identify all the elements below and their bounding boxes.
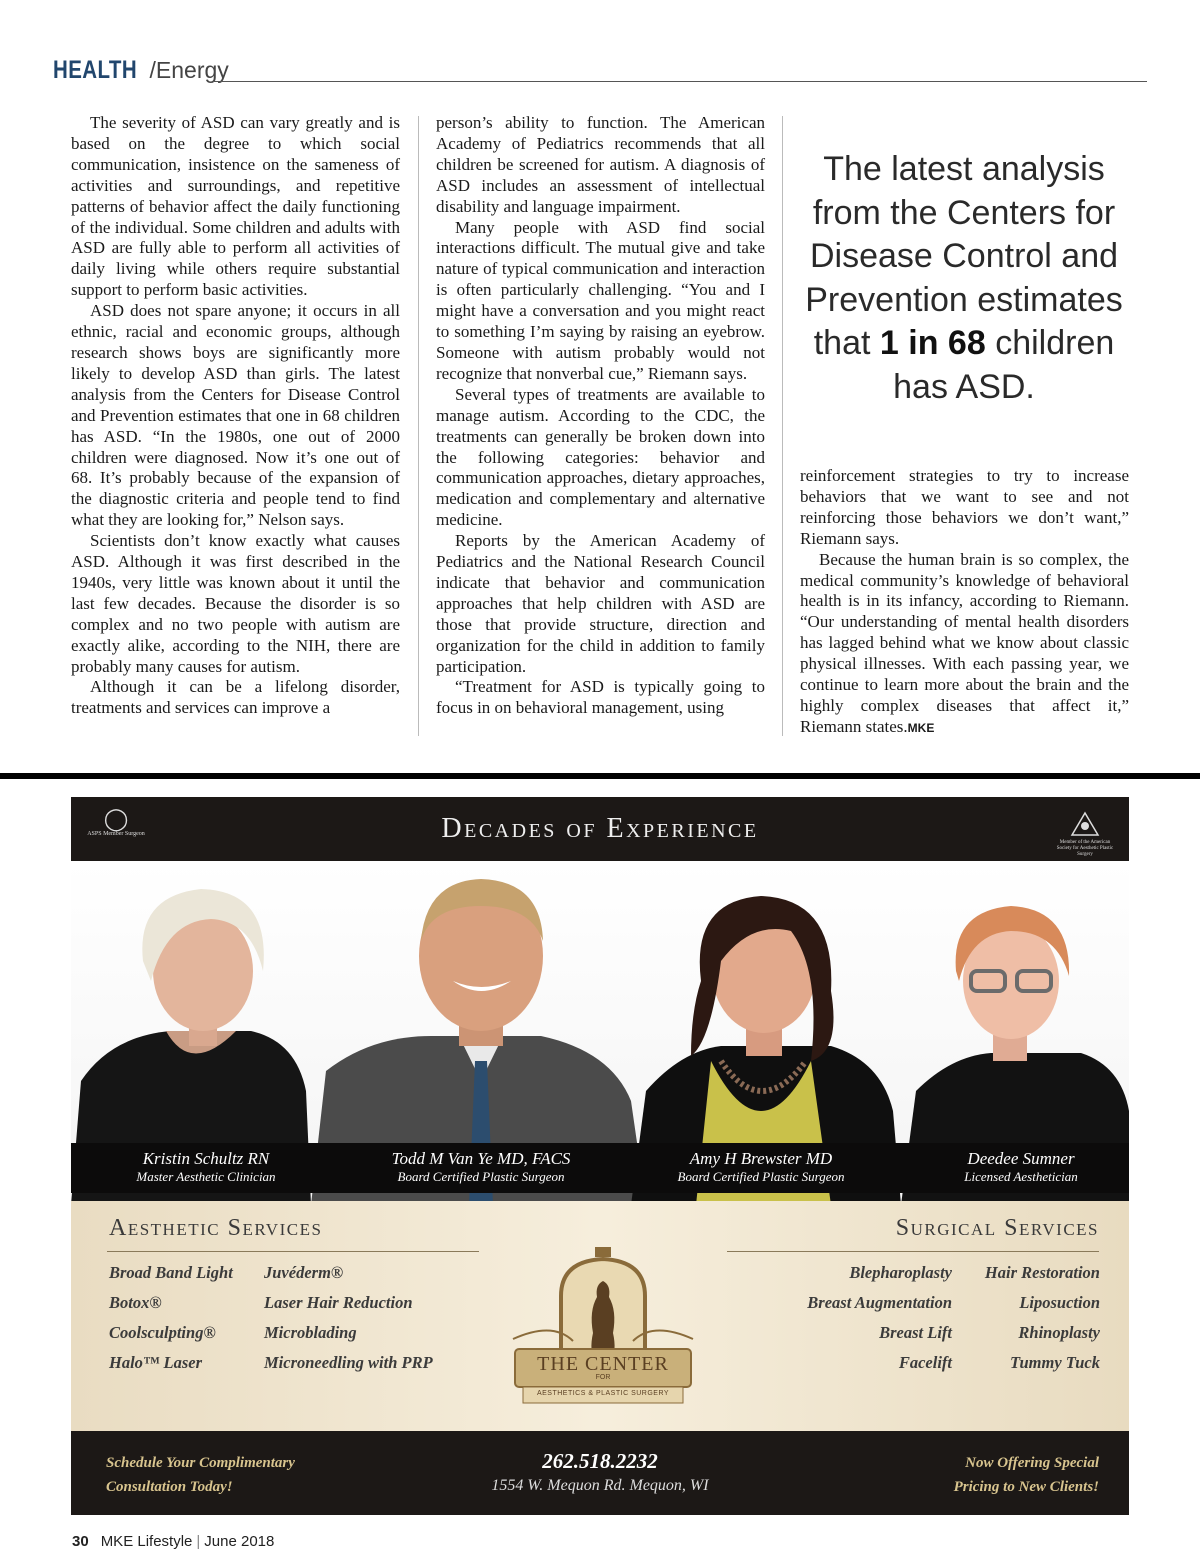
section-health-label: HEALTH	[53, 56, 138, 84]
service-item: Broad Band Light	[109, 1263, 233, 1282]
aesthetic-services-list-2	[264, 1258, 433, 1378]
society-badge	[1055, 811, 1115, 858]
staff-card	[361, 1149, 601, 1185]
society-logo-icon	[1070, 811, 1100, 837]
pull-quote-highlight: 1 in 68	[879, 324, 986, 362]
paragraph	[800, 550, 1129, 739]
service-item: Hair Restoration	[984, 1263, 1100, 1282]
paragraph: ASD does not spare anyone; it occurs in all ethnic, racial and economic groups, although research shows boys are significantly more likely to develop ASD than girls. The latest analysis from the Centers for Disease Control and Prevention estimates that one in 68 children has ASD. “In the 1980s, one out of 2000 children were diagnosed. Now it’s one out of 68. It’s probably because of the expansion of the diagnostic criteria and people tend to find what they are looking for,” Nelson says.	[71, 301, 400, 530]
staff-name: Amy H Brewster MD	[689, 1149, 833, 1168]
pull-quote-text-end: children has ASD.	[893, 324, 1115, 406]
paragraph: Several types of treatments are available to manage autism. According to the CDC, the treatments can generally be broken down into the following categories: behavior and communication approaches, dietary approaches, medication and complementary and alternative medicine.	[436, 384, 765, 530]
page-footer	[72, 1533, 274, 1550]
surgical-services-list-2	[985, 1258, 1100, 1378]
magazine-name: MKE Lifestyle	[100, 1533, 193, 1550]
center-logo-for: FOR	[595, 1374, 611, 1381]
staff-card	[91, 1149, 321, 1185]
asps-label: ASPS Member Surgeon	[87, 831, 145, 837]
ad-divider-bar	[0, 773, 1200, 779]
offer-line: Pricing to New Clients!	[953, 1479, 1099, 1495]
asps-logo-icon: ◯	[103, 806, 129, 831]
service-item: Halo™ Laser	[109, 1353, 203, 1372]
section-energy-label: /Energy	[149, 57, 229, 83]
service-item: Microblading	[264, 1323, 357, 1342]
staff-name-bar	[71, 1143, 1129, 1193]
society-label: Member of the American Society for Aesthetic Plastic Surgery	[1056, 840, 1114, 857]
paragraph: person’s ability to function. The American Academy of Pediatrics recommends that all children be screened for autism. A diagnosis of ASD includes an assessment of intellectual disability and language impairment.	[436, 113, 765, 216]
center-logo-name: THE CENTER	[537, 1353, 669, 1375]
ad-footer	[71, 1437, 1129, 1515]
services-panel	[71, 1201, 1129, 1431]
offer-line: Now Offering Special	[965, 1455, 1099, 1471]
aesthetic-services-heading: Aesthetic Services	[109, 1215, 323, 1241]
paragraph: Although it can be a lifelong disorder, treatments and services can improve a	[71, 677, 400, 718]
paragraph: Scientists don’t know exactly what causes ASD. Although it was first described in the 1940s, very little was known about it until the last few decades. Because the disorder is so complex and no two people with autism are exactly alike, according to the NIH, there are probably many causes for autism.	[71, 531, 400, 676]
surgical-services-list-1	[807, 1258, 952, 1378]
service-item: Facelift	[898, 1353, 952, 1372]
staff-role: Master Aesthetic Clinician	[136, 1169, 276, 1184]
article-column-3	[800, 466, 1129, 739]
pull-quote-text: The latest analysis from the Centers for Disease Control and Prevention estimates that	[805, 150, 1123, 362]
heading-rule	[107, 1251, 479, 1252]
pricing-offer	[954, 1451, 1099, 1499]
paragraph: “Treatment for ASD is typically going to focus in on behavioral management, using	[436, 677, 765, 718]
section-title	[53, 56, 229, 85]
center-logo	[503, 1241, 703, 1411]
staff-role: Licensed Aesthetician	[964, 1169, 1078, 1184]
service-item: Breast Augmentation	[807, 1293, 952, 1312]
center-logo-emblem	[503, 1241, 703, 1411]
service-item: Coolsculpting®	[109, 1323, 216, 1342]
staff-role: Board Certified Plastic Surgeon	[397, 1169, 565, 1184]
staff-name: Todd M Van Ye MD, FACS	[391, 1149, 571, 1168]
staff-name: Deedee Sumner	[967, 1149, 1075, 1168]
center-logo-tagline: AESTHETICS & PLASTIC SURGERY	[536, 1390, 670, 1397]
staff-card	[646, 1149, 876, 1185]
staff-role: Board Certified Plastic Surgeon	[677, 1169, 845, 1184]
staff-name: Kristin Schultz RN	[142, 1149, 270, 1168]
end-mark: MKE	[907, 720, 935, 735]
column-divider	[418, 116, 419, 736]
ad-title: Decades of Experience	[441, 813, 759, 844]
column-divider	[782, 116, 783, 736]
aesthetic-services-list-1	[109, 1258, 233, 1378]
service-item: Botox®	[109, 1293, 162, 1312]
cta-line: Consultation Today!	[106, 1479, 233, 1495]
staff-card	[921, 1149, 1121, 1185]
service-item: Blepharoplasty	[849, 1263, 952, 1282]
heading-rule	[727, 1251, 1099, 1252]
service-item: Rhinoplasty	[1018, 1323, 1100, 1342]
pull-quote	[796, 148, 1132, 409]
paragraph: reinforcement strategies to try to increase behaviors that we want to see and not reinforcing those behaviors we don’t want,” Riemann says.	[800, 466, 1129, 548]
phone-number[interactable]: 262.518.2232	[542, 1449, 658, 1473]
advertisement	[71, 797, 1129, 1515]
service-item: Juvéderm®	[264, 1263, 344, 1282]
address: 1554 W. Mequon Rd. Mequon, WI	[491, 1477, 709, 1494]
paragraph: The severity of ASD can vary greatly and is based on the degree to which social communication, insistence on the sameness of activities and surroundings, and repetitive patterns of behavior affect the daily functioning of the individual. Some children and adults with ASD are fully able to perform all activities of daily living while others require substantial support to perform basic activities.	[71, 113, 400, 300]
article-column-1	[71, 113, 400, 719]
article-column-2	[436, 113, 765, 719]
service-item: Laser Hair Reduction	[264, 1293, 413, 1312]
ad-header	[71, 797, 1129, 861]
service-item: Breast Lift	[879, 1323, 952, 1342]
service-item: Tummy Tuck	[1010, 1353, 1100, 1372]
section-header	[53, 56, 1147, 86]
issue-date: June 2018	[204, 1533, 275, 1550]
service-item: Microneedling with PRP	[264, 1353, 433, 1372]
footer-separator: |	[196, 1533, 201, 1550]
paragraph: Many people with ASD find social interactions difficult. The mutual give and take nature of typical communication and interaction is often particularly challenging. “You and I might have a conversation and you might react to something I’m saying by raising an eyebrow. Someone with autism probably would not recognize that nonverbal cue,” Riemann says.	[436, 217, 765, 383]
paragraph: Reports by the American Academy of Pediatrics and the National Research Council indicate that behavior and communication approaches that help children with ASD are those that provide structure, direction and organization for the child in addition to family participation.	[436, 531, 765, 676]
page-number: 30	[72, 1533, 89, 1550]
paragraph-text: Because the human brain is so complex, the medical community’s knowledge of behavioral health is in its infancy, according to Riemann. “Our understanding of mental health disorders has lagged behind what we know about classic physical illnesses. With each passing year, we continue to learn more about the brain and the highly complex diseases that affect it,” Riemann states.	[800, 549, 1129, 736]
cta-line: Schedule Your Complimentary	[106, 1455, 295, 1471]
surgical-services-heading: Surgical Services	[895, 1215, 1099, 1241]
service-item: Liposuction	[1019, 1293, 1100, 1312]
header-rule	[213, 81, 1147, 82]
